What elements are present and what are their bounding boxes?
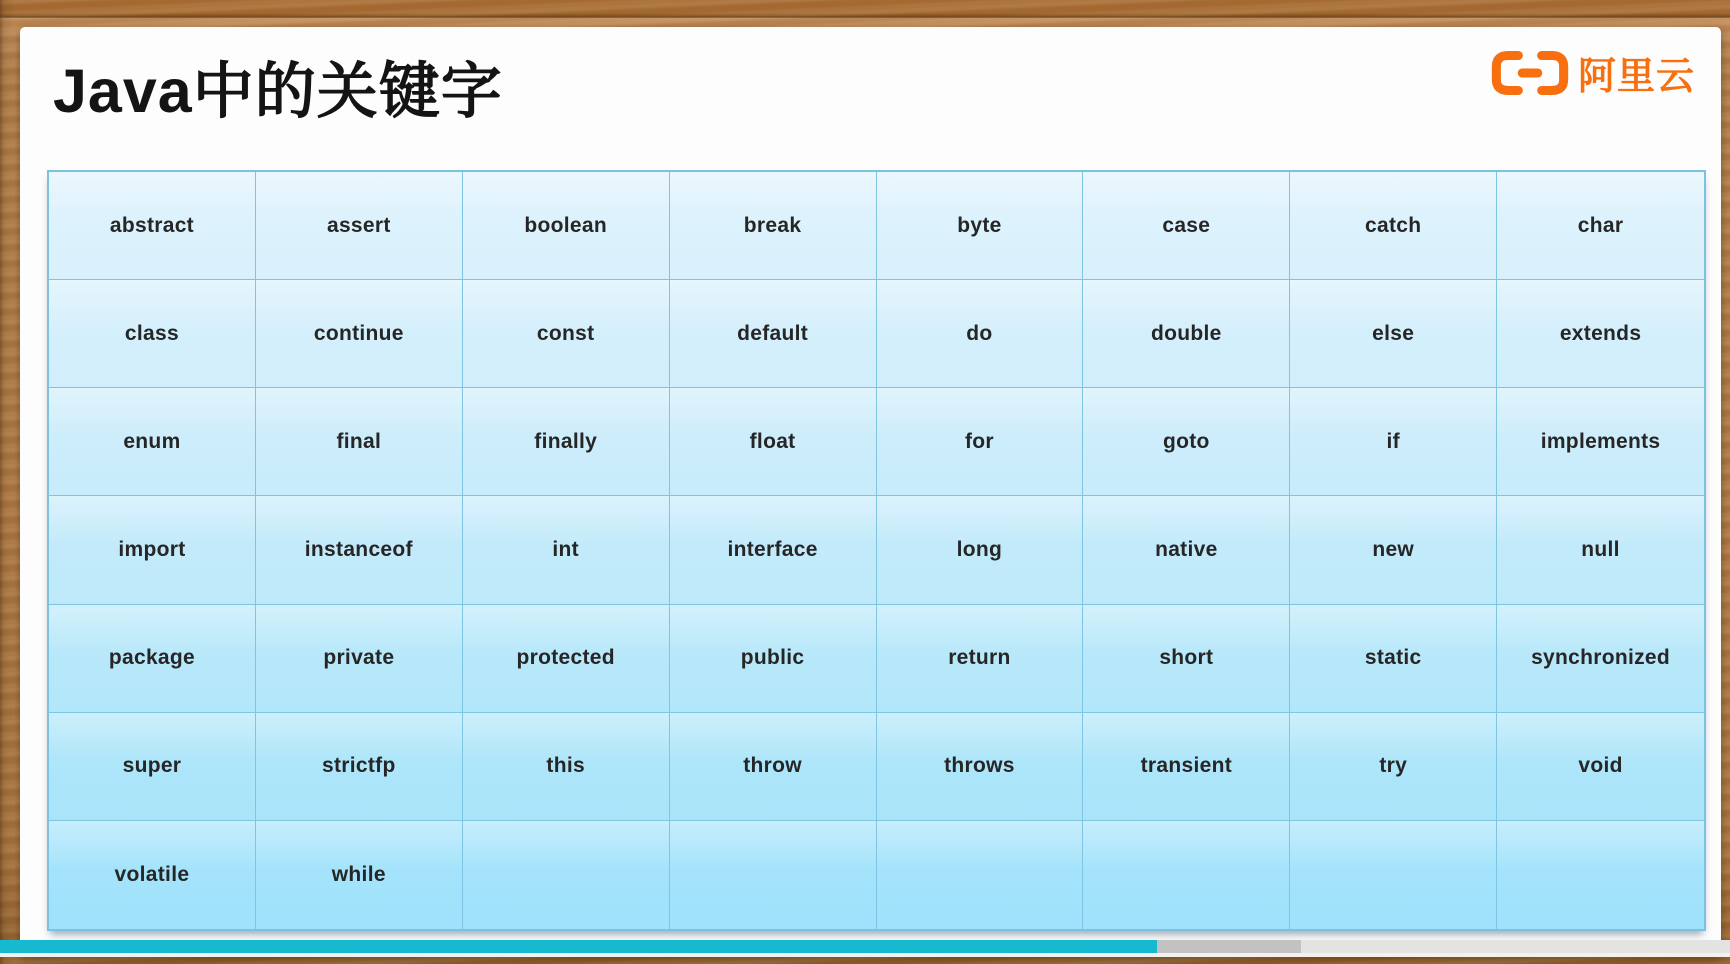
keyword-cell: throws xyxy=(877,713,1084,821)
keyword-cell: enum xyxy=(49,388,256,496)
keyword-cell: protected xyxy=(463,605,670,713)
keyword-cell: const xyxy=(463,280,670,388)
seekbar-played[interactable] xyxy=(0,940,1157,953)
keyword-cell: null xyxy=(1497,496,1704,604)
keyword-cell: char xyxy=(1497,172,1704,280)
empty-cell xyxy=(1497,821,1704,929)
keyword-cell: boolean xyxy=(463,172,670,280)
keyword-cell: volatile xyxy=(49,821,256,929)
keyword-cell: static xyxy=(1290,605,1497,713)
keyword-cell: instanceof xyxy=(256,496,463,604)
video-seekbar[interactable] xyxy=(0,940,1730,953)
alibaba-cloud-brackets-icon xyxy=(1491,51,1569,95)
keyword-cell: throw xyxy=(670,713,877,821)
alibaba-cloud-logo-text: 阿里云 xyxy=(1577,56,1695,98)
keyword-cell: extends xyxy=(1497,280,1704,388)
keyword-cell: class xyxy=(49,280,256,388)
keyword-cell: synchronized xyxy=(1497,605,1704,713)
keyword-cell: transient xyxy=(1083,713,1290,821)
keyword-cell: return xyxy=(877,605,1084,713)
keyword-cell: public xyxy=(670,605,877,713)
keyword-cell: byte xyxy=(877,172,1084,280)
keyword-cell: private xyxy=(256,605,463,713)
keyword-cell: for xyxy=(877,388,1084,496)
keywords-table xyxy=(47,170,1706,931)
keyword-cell: new xyxy=(1290,496,1497,604)
empty-cell xyxy=(877,821,1084,929)
keyword-cell: if xyxy=(1290,388,1497,496)
keyword-cell: final xyxy=(256,388,463,496)
keyword-cell: super xyxy=(49,713,256,821)
keyword-cell: int xyxy=(463,496,670,604)
keyword-cell: package xyxy=(49,605,256,713)
keyword-cell: native xyxy=(1083,496,1290,604)
keyword-cell: default xyxy=(670,280,877,388)
wood-top-edge xyxy=(0,16,1730,18)
keyword-cell: break xyxy=(670,172,877,280)
keyword-cell: abstract xyxy=(49,172,256,280)
keyword-cell: goto xyxy=(1083,388,1290,496)
keyword-cell: short xyxy=(1083,605,1290,713)
keyword-cell: else xyxy=(1290,280,1497,388)
empty-cell xyxy=(670,821,877,929)
keyword-cell: do xyxy=(877,280,1084,388)
keyword-cell: continue xyxy=(256,280,463,388)
keyword-cell: strictfp xyxy=(256,713,463,821)
keyword-cell: float xyxy=(670,388,877,496)
keyword-cell: import xyxy=(49,496,256,604)
keyword-cell: finally xyxy=(463,388,670,496)
keyword-cell: interface xyxy=(670,496,877,604)
keyword-cell: implements xyxy=(1497,388,1704,496)
alibaba-cloud-logo xyxy=(1491,45,1695,100)
keyword-cell: long xyxy=(877,496,1084,604)
video-slide-area xyxy=(20,27,1721,956)
empty-cell xyxy=(1083,821,1290,929)
keyword-cell: double xyxy=(1083,280,1290,388)
keyword-cell: while xyxy=(256,821,463,929)
keyword-cell: assert xyxy=(256,172,463,280)
keyword-cell: this xyxy=(463,713,670,821)
empty-cell xyxy=(463,821,670,929)
page-title: Java中的关键字 xyxy=(53,57,503,125)
keyword-cell: catch xyxy=(1290,172,1497,280)
keyword-cell: try xyxy=(1290,713,1497,821)
keyword-cell: void xyxy=(1497,713,1704,821)
empty-cell xyxy=(1290,821,1497,929)
keyword-cell: case xyxy=(1083,172,1290,280)
